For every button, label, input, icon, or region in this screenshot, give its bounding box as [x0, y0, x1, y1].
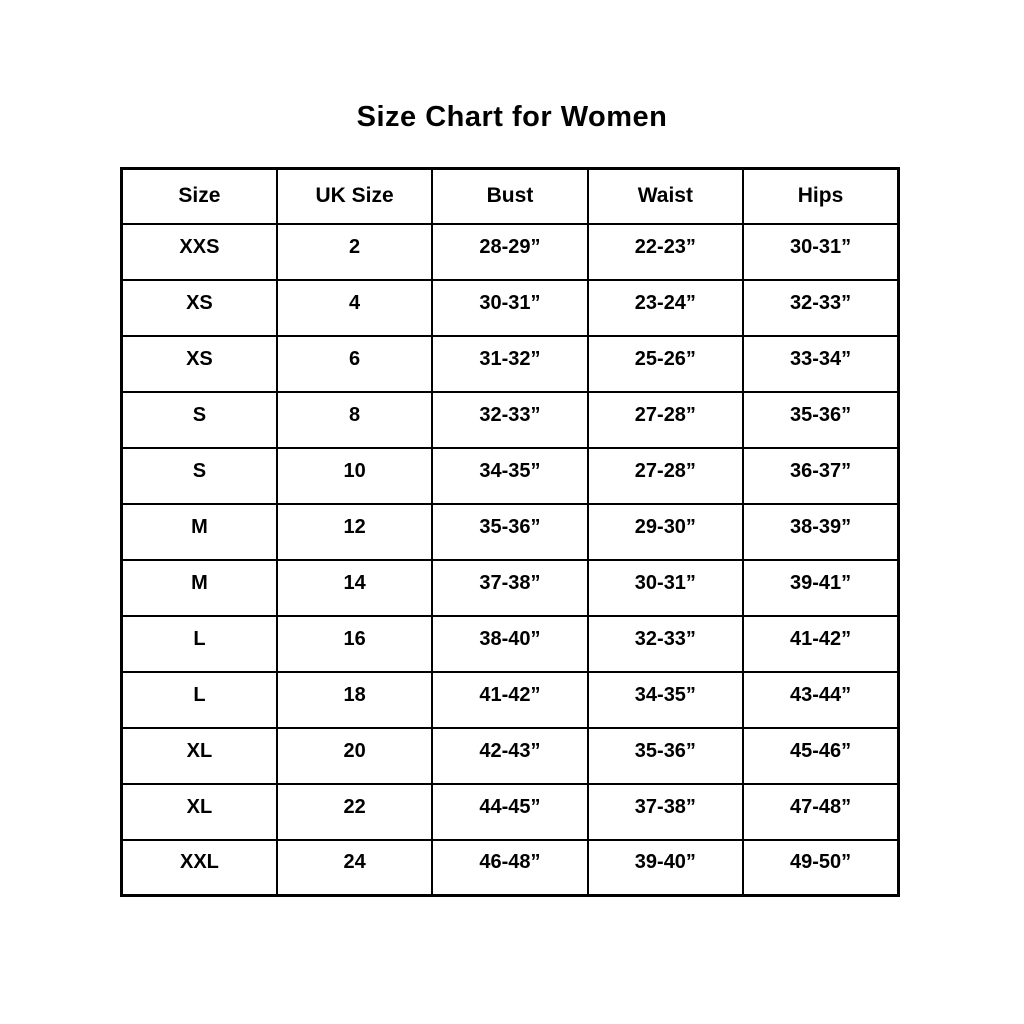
table-cell: 46-48”: [432, 840, 587, 896]
table-cell: 22-23”: [588, 224, 743, 280]
table-cell: 49-50”: [743, 840, 898, 896]
table-row: [122, 560, 899, 616]
table-row: [122, 840, 899, 896]
size-chart-table: [120, 167, 900, 897]
table-cell: 14: [277, 560, 432, 616]
table-cell: XL: [122, 728, 277, 784]
table-cell: 41-42”: [743, 616, 898, 672]
table-cell: S: [122, 448, 277, 504]
column-header-uk-size: UK Size: [277, 169, 432, 224]
table-cell: 12: [277, 504, 432, 560]
table-cell: 35-36”: [743, 392, 898, 448]
table-cell: L: [122, 672, 277, 728]
table-cell: 6: [277, 336, 432, 392]
table-cell: XS: [122, 336, 277, 392]
table-row: [122, 784, 899, 840]
table-cell: 37-38”: [588, 784, 743, 840]
table-row: [122, 392, 899, 448]
table-row: [122, 448, 899, 504]
table-row: [122, 616, 899, 672]
table-cell: 25-26”: [588, 336, 743, 392]
page-title: Size Chart for Women: [356, 101, 668, 133]
table-cell: 2: [277, 224, 432, 280]
table-row: [122, 224, 899, 280]
table-cell: 4: [277, 280, 432, 336]
table-cell: 32-33”: [432, 392, 587, 448]
table-cell: XXL: [122, 840, 277, 896]
table-cell: 47-48”: [743, 784, 898, 840]
table-cell: 33-34”: [743, 336, 898, 392]
table-cell: 28-29”: [432, 224, 587, 280]
table-cell: 37-38”: [432, 560, 587, 616]
table-cell: 27-28”: [588, 392, 743, 448]
table-cell: 45-46”: [743, 728, 898, 784]
table-cell: 41-42”: [432, 672, 587, 728]
table-cell: L: [122, 616, 277, 672]
header-row: [122, 169, 899, 224]
size-chart-table-body: [122, 224, 899, 896]
table-cell: 31-32”: [432, 336, 587, 392]
table-row: [122, 728, 899, 784]
table-cell: 29-30”: [588, 504, 743, 560]
table-row: [122, 336, 899, 392]
table-cell: 27-28”: [588, 448, 743, 504]
table-cell: 10: [277, 448, 432, 504]
table-cell: 42-43”: [432, 728, 587, 784]
table-cell: XL: [122, 784, 277, 840]
size-chart-table-header: [122, 169, 899, 224]
table-cell: 43-44”: [743, 672, 898, 728]
table-cell: 16: [277, 616, 432, 672]
table-cell: 36-37”: [743, 448, 898, 504]
table-cell: 20: [277, 728, 432, 784]
table-cell: 23-24”: [588, 280, 743, 336]
table-cell: 18: [277, 672, 432, 728]
table-cell: 8: [277, 392, 432, 448]
column-header-bust: Bust: [432, 169, 587, 224]
table-cell: 22: [277, 784, 432, 840]
table-cell: 32-33”: [588, 616, 743, 672]
table-cell: 35-36”: [588, 728, 743, 784]
table-cell: 30-31”: [588, 560, 743, 616]
table-cell: 34-35”: [432, 448, 587, 504]
table-cell: 38-39”: [743, 504, 898, 560]
table-cell: 35-36”: [432, 504, 587, 560]
table-cell: XXS: [122, 224, 277, 280]
table-row: [122, 672, 899, 728]
table-cell: 38-40”: [432, 616, 587, 672]
column-header-waist: Waist: [588, 169, 743, 224]
table-row: [122, 504, 899, 560]
table-cell: M: [122, 560, 277, 616]
table-cell: M: [122, 504, 277, 560]
table-cell: 30-31”: [432, 280, 587, 336]
table-cell: S: [122, 392, 277, 448]
table-cell: 24: [277, 840, 432, 896]
table-cell: 44-45”: [432, 784, 587, 840]
column-header-size: Size: [122, 169, 277, 224]
table-cell: 30-31”: [743, 224, 898, 280]
table-cell: 32-33”: [743, 280, 898, 336]
table-cell: 34-35”: [588, 672, 743, 728]
table-row: [122, 280, 899, 336]
table-cell: 39-40”: [588, 840, 743, 896]
table-cell: 39-41”: [743, 560, 898, 616]
table-cell: XS: [122, 280, 277, 336]
column-header-hips: Hips: [743, 169, 898, 224]
